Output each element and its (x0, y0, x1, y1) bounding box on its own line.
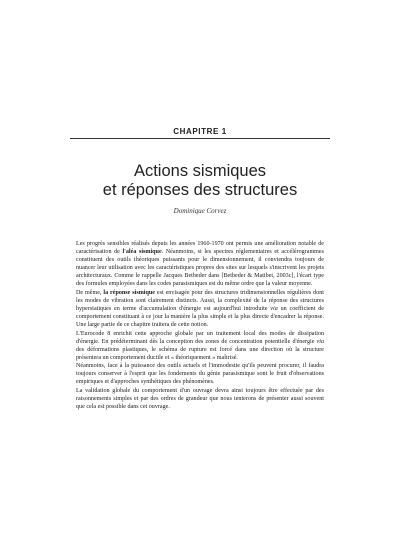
chapter-title (0, 162, 400, 200)
chapter-rule (70, 138, 330, 139)
paragraph-2: De même, la réponse sismique est envisagée pour des structures tridimensionnelles régulières dont les modes de vibration sont clairement distincts. Aussi, la complexité de la réponse des structures hyperstatiques en terme d'accumulation d'énergie est aujourd'hui introduite via un coefficient de comportement constituant à ce jour la manière la plus simple et la plus directe d'encadrer la réponse. Une large partie de ce chapitre traitera de cette notion. (76, 289, 324, 329)
paragraph-4: Néanmoins, face à la puissance des outils actuels et l'immodestie qu'ils peuvent procurer, il faudra toujours conserver à l'esprit que les fondements du génie parasismique sont le fruit d'observations empiriques et d'approches synthétiques des phénomènes. (76, 363, 324, 386)
paragraph-3: L'Eurocode 8 enrichit cette approche globale par un traitement local des modes de dissipation d'énergie. En prédéterminant dès la conception des zones de concentration potentielle d'énergie via des déformations plastiques, le schéma de rupture est forcé dans une direction où la structure présentera un comportement ductile et « théoriquement » maîtrisé. (76, 330, 324, 361)
chapter-title-line2: et réponses des structures (102, 181, 298, 199)
chapter-title-line1: Actions sismiques (133, 162, 267, 180)
chapter-label: CHAPITRE 1 (173, 127, 227, 136)
body-text (76, 240, 324, 411)
emphasis-reponse-sismique: la réponse sismique (103, 289, 155, 296)
paragraph-5: La validation globale du comportement d'un ouvrage devra ainsi toujours être effectuée par des raisonnements simples et par des ordres de grandeur que nous tenterons de présenter aussi souvent que cela est possible dans cet ouvrage. (76, 387, 324, 411)
author-name: Dominique Corvez (173, 207, 227, 215)
emphasis-alea-sismique: l'aléa sismique (122, 249, 162, 256)
paragraph-1: Les progrès sensibles réalisés depuis les années 1960-1970 ont permis une amélioration notable de caractérisation de l'aléa sismique. Néanmoins, si les spectres réglementaires et accélérogrammes constituent des outils théoriques puissants pour le dimensionnement, il conviendra toujours de nuancer leur utilisation avec les caractéristiques propres des sites sur lesquels s'inscrivent les projets architecturaux. Comme le rappelle Jacques Betbeder dans [Betbeder & Matibet, 2003c], l'écart type des formules employées dans les codes parasismiques est du même ordre que la valeur moyenne. (76, 241, 325, 288)
